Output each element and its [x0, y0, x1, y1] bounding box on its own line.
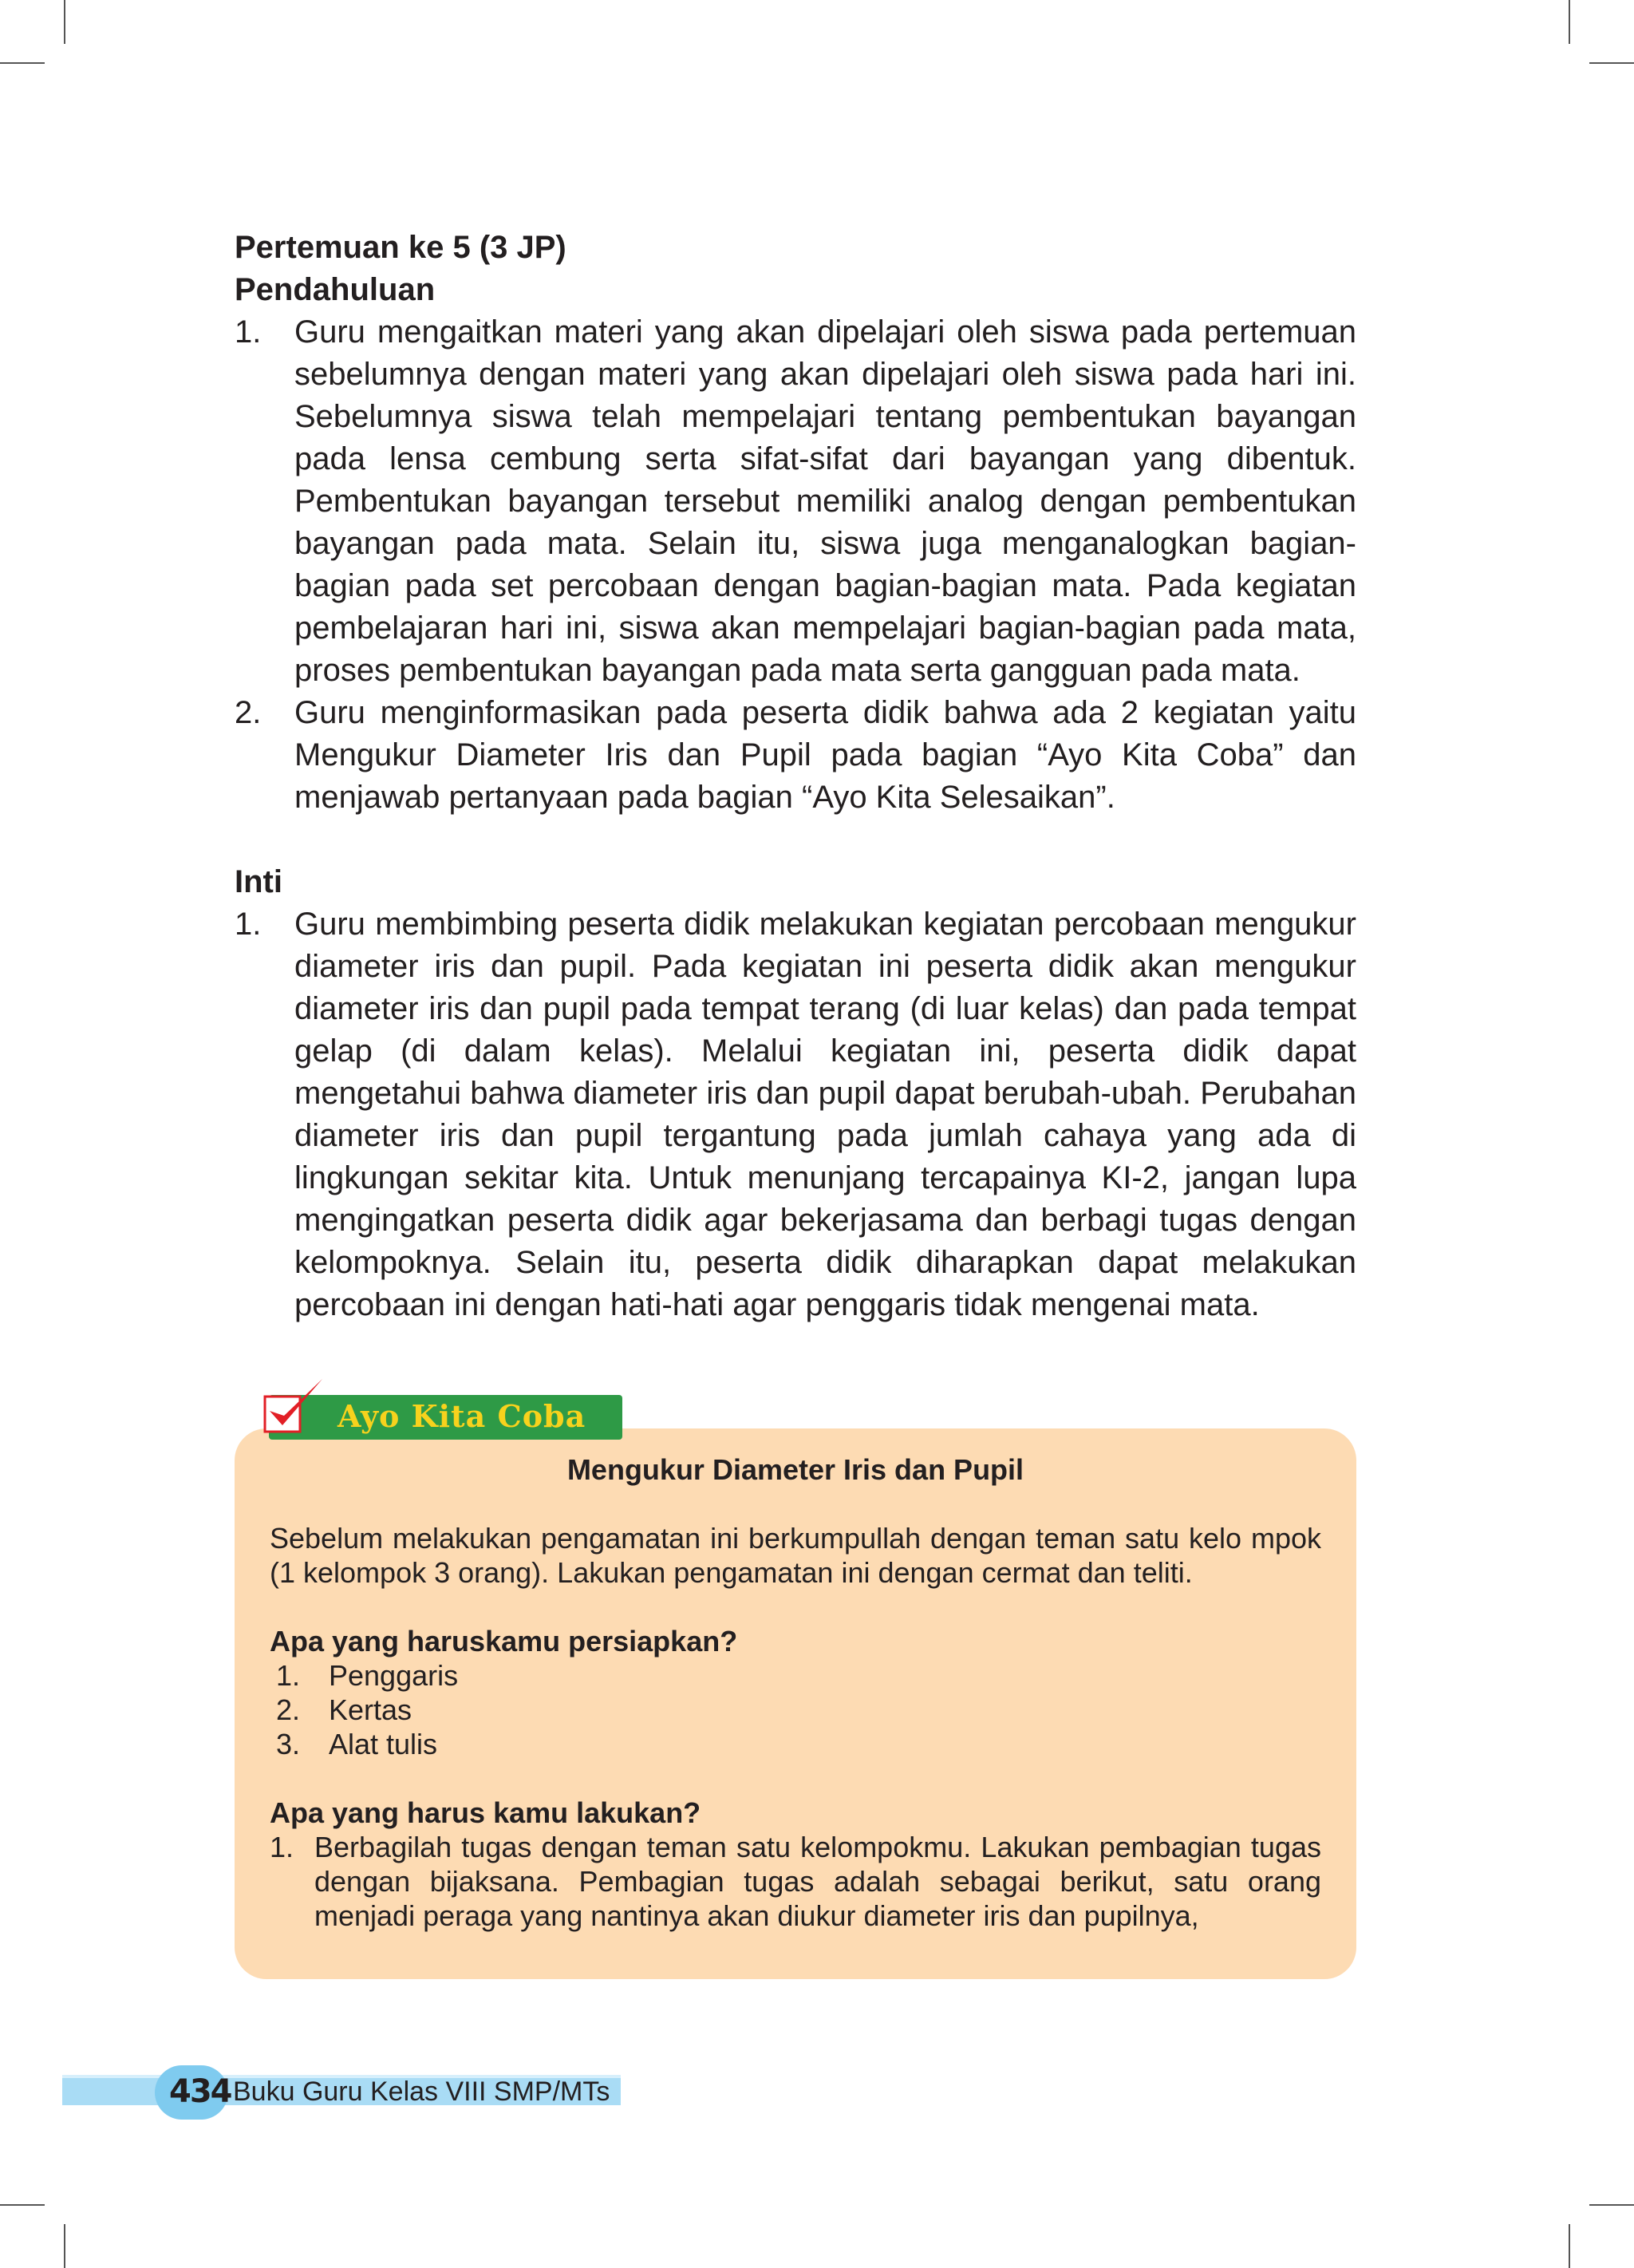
crop-mark	[1569, 0, 1570, 44]
list-number: 1.	[276, 1659, 301, 1692]
list-number: 1.	[235, 314, 262, 350]
list-number: 2.	[235, 695, 262, 730]
crop-mark	[0, 62, 45, 64]
list-text: Kertas	[329, 1693, 412, 1726]
list-text: Guru menginformasikan pada peserta didik bahwa ada 2 kegiatan yaitu Mengukur Diameter Iris dan Pupil pada bagian “Ayo Kita Coba” dan menjawab pertanyaan pada bagian “Ayo Kita Selesaikan”.	[294, 695, 1356, 815]
checkmark-icon	[263, 1376, 327, 1440]
banner-label: Ayo Kita Coba	[337, 1398, 586, 1434]
intro-heading: Pendahuluan	[235, 272, 436, 307]
crop-mark	[0, 2204, 45, 2206]
list-item	[235, 311, 1356, 692]
book-title: Buku Guru Kelas VIII SMP/MTs	[233, 2076, 610, 2107]
core-heading: Inti	[235, 864, 282, 899]
crop-mark	[64, 0, 65, 44]
list-item	[235, 903, 1356, 1326]
do-heading: Apa yang harus kamu lakukan?	[270, 1796, 701, 1829]
list-number: 1.	[270, 1831, 294, 1863]
crop-mark	[1589, 62, 1634, 64]
activity-intro: Sebelum melakukan pengamatan ini berkumpullah dengan teman satu kelo mpok (1 kelompok 3 orang). Lakukan pengamatan ini dengan cermat dan teliti.	[270, 1522, 1321, 1589]
meeting-title: Pertemuan ke 5 (3 JP)	[235, 230, 566, 265]
list-item	[270, 1693, 1321, 1727]
list-item	[235, 692, 1356, 819]
do-list	[270, 1830, 1321, 1933]
page-content	[235, 227, 1356, 1326]
list-text: Guru membimbing peserta didik melakukan kegiatan percobaan mengukur diameter iris dan pupil. Pada kegiatan ini peserta didik akan mengukur diameter iris dan pupil pada tempat terang (di luar kelas) dan pada tempat gelap (di dalam kelas). Melalui kegiatan ini, peserta didik dapat mengetahui bahwa diameter iris dan pupil dapat berubah-ubah. Perubahan diameter iris dan pupil tergantung pada jumlah cahaya yang ada di lingkungan sekitar kita. Untuk menunjang tercapainya KI-2, jangan lupa mengingatkan peserta didik agar bekerjasama dan berbagi tugas dengan kelompoknya. Selain itu, peserta didik diharapkan dapat melakukan percobaan ini dengan hati-hati agar penggaris tidak mengenai mata.	[294, 907, 1356, 1322]
crop-mark	[1569, 2224, 1570, 2268]
page-number: 434	[169, 2073, 231, 2110]
core-list	[235, 903, 1356, 1326]
list-item	[270, 1658, 1321, 1693]
list-number: 1.	[235, 907, 262, 942]
list-text: Penggaris	[329, 1659, 459, 1692]
crop-mark	[64, 2224, 65, 2268]
list-item	[270, 1727, 1321, 1761]
prep-heading: Apa yang haruskamu persiapkan?	[270, 1625, 738, 1658]
list-item	[270, 1830, 1321, 1933]
activity-title: Mengukur Diameter Iris dan Pupil	[566, 1453, 1024, 1486]
list-number: 2.	[276, 1693, 301, 1726]
list-text: Guru mengaitkan materi yang akan dipelajari oleh siswa pada pertemuan sebelumnya dengan materi yang akan dipelajari oleh siswa pada hari ini. Sebelumnya siswa telah mempelajari tentang pembentukan bayangan pada lensa cembung serta sifat-sifat dari bayangan yang dibentuk. Pembentukan bayangan tersebut memiliki analog dengan pembentukan bayangan pada mata. Selain itu, siswa juga menganalogkan bagian-bagian pada set percobaan dengan bagian-bagian mata. Pada kegiatan pembelajaran hari ini, siswa akan mempelajari bagian-bagian pada mata, proses pembentukan bayangan pada mata serta gangguan pada mata.	[294, 314, 1356, 688]
crop-mark	[1589, 2204, 1634, 2206]
intro-list	[235, 311, 1356, 819]
activity-box	[235, 1428, 1356, 1979]
list-number: 3.	[276, 1728, 301, 1760]
prep-list	[270, 1658, 1321, 1761]
list-text: Alat tulis	[329, 1728, 438, 1760]
activity-content	[270, 1452, 1321, 1933]
list-text: Berbagilah tugas dengan teman satu kelompokmu. Lakukan pembagian tugas dengan bijaksana. Pembagian tugas adalah sebagai berikut, satu orang menjadi peraga yang nantinya akan diukur diameter iris dan pupilnya,	[314, 1831, 1321, 1932]
